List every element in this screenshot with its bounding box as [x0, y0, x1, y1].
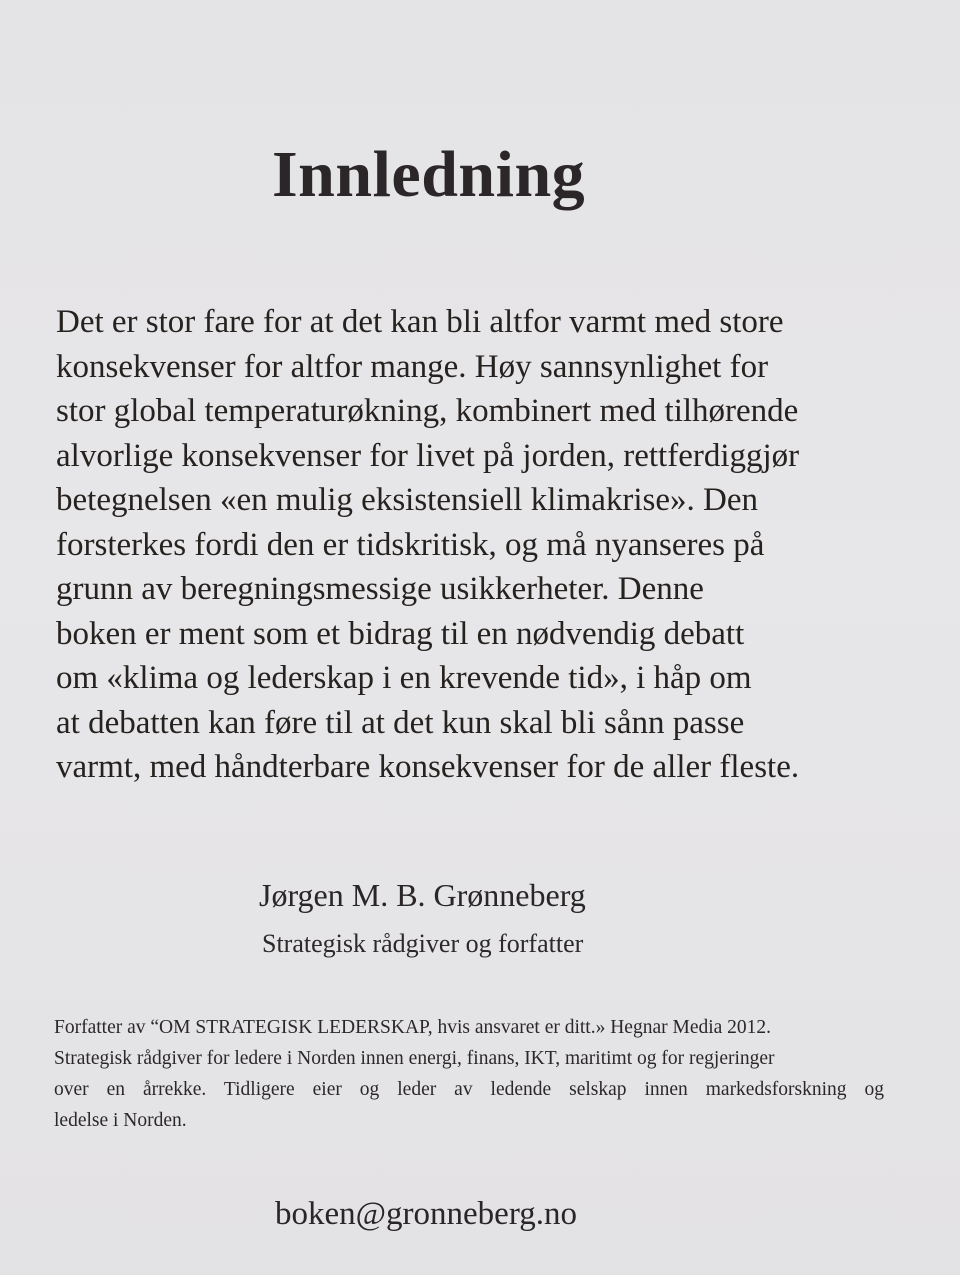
intro-line: alvorlige konsekvenser for livet på jorden, rettferdiggjør	[56, 437, 800, 474]
author-bio	[54, 1012, 894, 1136]
intro-line: at debatten kan føre til at det kun skal bli sånn passe	[56, 704, 745, 741]
intro-line: varmt, med håndterbare konsekvenser for de aller fleste.	[56, 749, 800, 785]
intro-line: boken er ment som et bidrag til en nødvendig debatt	[56, 615, 745, 652]
page-title: Innledning	[272, 138, 586, 211]
intro-line: Det er stor fare for at det kan bli altfor varmt med store	[56, 304, 784, 340]
author-name: Jørgen M. B. Grønneberg	[259, 877, 586, 913]
author-role: Strategisk rådgiver og forfatter	[262, 929, 584, 958]
intro-line: betegnelsen «en mulig eksistensiell klimakrise». Den	[56, 482, 759, 518]
intro-line: om «klima og lederskap i en krevende tid», i håp om	[56, 660, 752, 696]
contact-email: boken@gronneberg.no	[275, 1196, 577, 1232]
bio-line: Forfatter av “OM STRATEGISK LEDERSKAP, hvis ansvaret er ditt.» Hegnar Media 2012.	[54, 1017, 772, 1038]
bio-line: ledelse i Norden.	[54, 1110, 187, 1131]
bio-line: over en årrekke. Tidligere eier og leder av ledende selskap innen markedsforskning og	[54, 1079, 884, 1100]
intro-line: stor global temperaturøkning, kombinert med tilhørende	[56, 393, 799, 429]
intro-line: forsterkes fordi den er tidskritisk, og må nyanseres på	[56, 526, 765, 563]
intro-paragraph	[56, 300, 916, 790]
intro-line: konsekvenser for altfor mange. Høy sannsynlighet for	[56, 348, 769, 385]
intro-line: grunn av beregningsmessige usikkerheter. Denne	[56, 571, 704, 607]
bio-line: Strategisk rådgiver for ledere i Norden innen energi, finans, IKT, maritimt og for regjeringer	[54, 1048, 775, 1069]
